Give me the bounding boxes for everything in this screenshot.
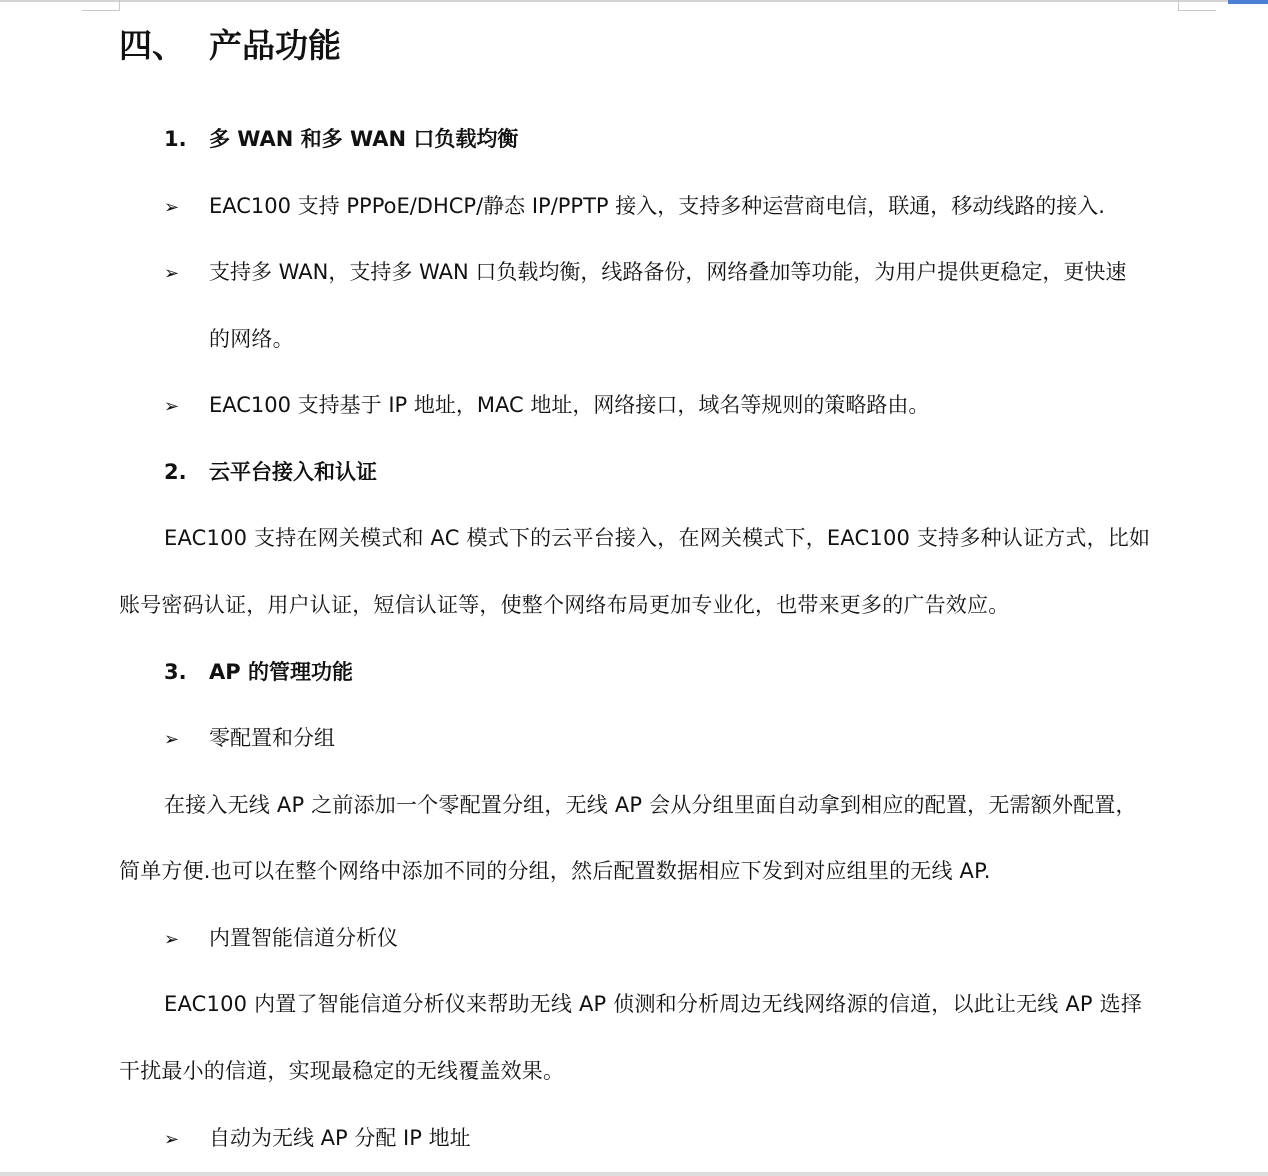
section-2-paragraph-line-2: 账号密码认证，用户认证，短信认证等，使整个网络布局更加专业化，也带来更多的广告效应。	[119, 593, 1010, 617]
margin-mark-top-left	[82, 10, 120, 11]
section-1-title: 多 WAN 和多 WAN 口负载均衡	[209, 127, 519, 151]
section-3-item-1-paragraph-line-2: 简单方便.也可以在整个网络中添加不同的分组，然后配置数据相应下发到对应组里的无线 AP.	[119, 859, 991, 883]
page-top-border	[0, 0, 1268, 2]
bullet-arrow-icon: ➢	[164, 1129, 180, 1150]
main-heading	[119, 26, 341, 66]
section-1-bullet-1	[164, 191, 1105, 223]
section-1-bullet-2-text: 支持多 WAN，支持多 WAN 口负载均衡，线路备份，网络叠加等功能，为用户提供更稳定，更快速	[209, 260, 1127, 284]
section-1-heading	[164, 124, 518, 154]
bullet-arrow-icon: ➢	[164, 729, 180, 750]
page-bottom-border	[0, 1172, 1268, 1176]
section-2-number: 2.	[164, 460, 187, 484]
margin-mark-top-right	[1178, 10, 1216, 11]
section-1-bullet-2	[164, 257, 1126, 289]
section-3-item-3-title: 自动为无线 AP 分配 IP 地址	[209, 1126, 471, 1150]
section-3-item-1-paragraph-line-1: 在接入无线 AP 之前添加一个零配置分组，无线 AP 会从分组里面自动拿到相应的配置，无需额外配置，	[164, 793, 1137, 817]
section-3-heading	[164, 657, 353, 687]
section-3-number: 3.	[164, 660, 187, 684]
section-3-title: AP 的管理功能	[209, 660, 353, 684]
section-2-title: 云平台接入和认证	[209, 460, 377, 484]
section-3-item-2-bullet	[164, 923, 398, 955]
margin-mark-top-left-vertical	[119, 0, 120, 11]
section-3-item-3-bullet	[164, 1123, 471, 1155]
section-2-paragraph-line-1: EAC100 支持在网关模式和 AC 模式下的云平台接入，在网关模式下，EAC100 支持多种认证方式，比如	[164, 526, 1151, 550]
section-3-item-1-title: 零配置和分组	[209, 726, 335, 750]
margin-mark-top-right-vertical	[1178, 0, 1179, 11]
bullet-arrow-icon: ➢	[164, 929, 180, 950]
section-1-bullet-3-text: EAC100 支持基于 IP 地址，MAC 地址，网络接口，域名等规则的策略路由。	[209, 393, 930, 417]
section-3-item-2-paragraph-line-1: EAC100 内置了智能信道分析仪来帮助无线 AP 侦测和分析周边无线网络源的信道，以此让无线 AP 选择	[164, 992, 1143, 1016]
section-1-number: 1.	[164, 127, 187, 151]
main-heading-title: 产品功能	[209, 26, 341, 65]
bullet-arrow-icon: ➢	[164, 263, 180, 284]
section-3-item-2-paragraph-line-2: 干扰最小的信道，实现最稳定的无线覆盖效果。	[119, 1059, 565, 1083]
section-1-bullet-3	[164, 390, 929, 422]
window-corner-accent	[1228, 0, 1268, 4]
main-heading-number: 四、	[119, 26, 185, 65]
section-3-item-2-title: 内置智能信道分析仪	[209, 926, 398, 950]
section-3-item-1-bullet	[164, 723, 335, 755]
section-1-bullet-1-text: EAC100 支持 PPPoE/DHCP/静态 IP/PPTP 接入，支持多种运营商电信，联通，移动线路的接入.	[209, 194, 1105, 218]
bullet-arrow-icon: ➢	[164, 197, 180, 218]
bullet-arrow-icon: ➢	[164, 396, 180, 417]
section-1-bullet-2-continuation: 的网络。	[209, 327, 294, 351]
section-2-heading	[164, 457, 377, 487]
